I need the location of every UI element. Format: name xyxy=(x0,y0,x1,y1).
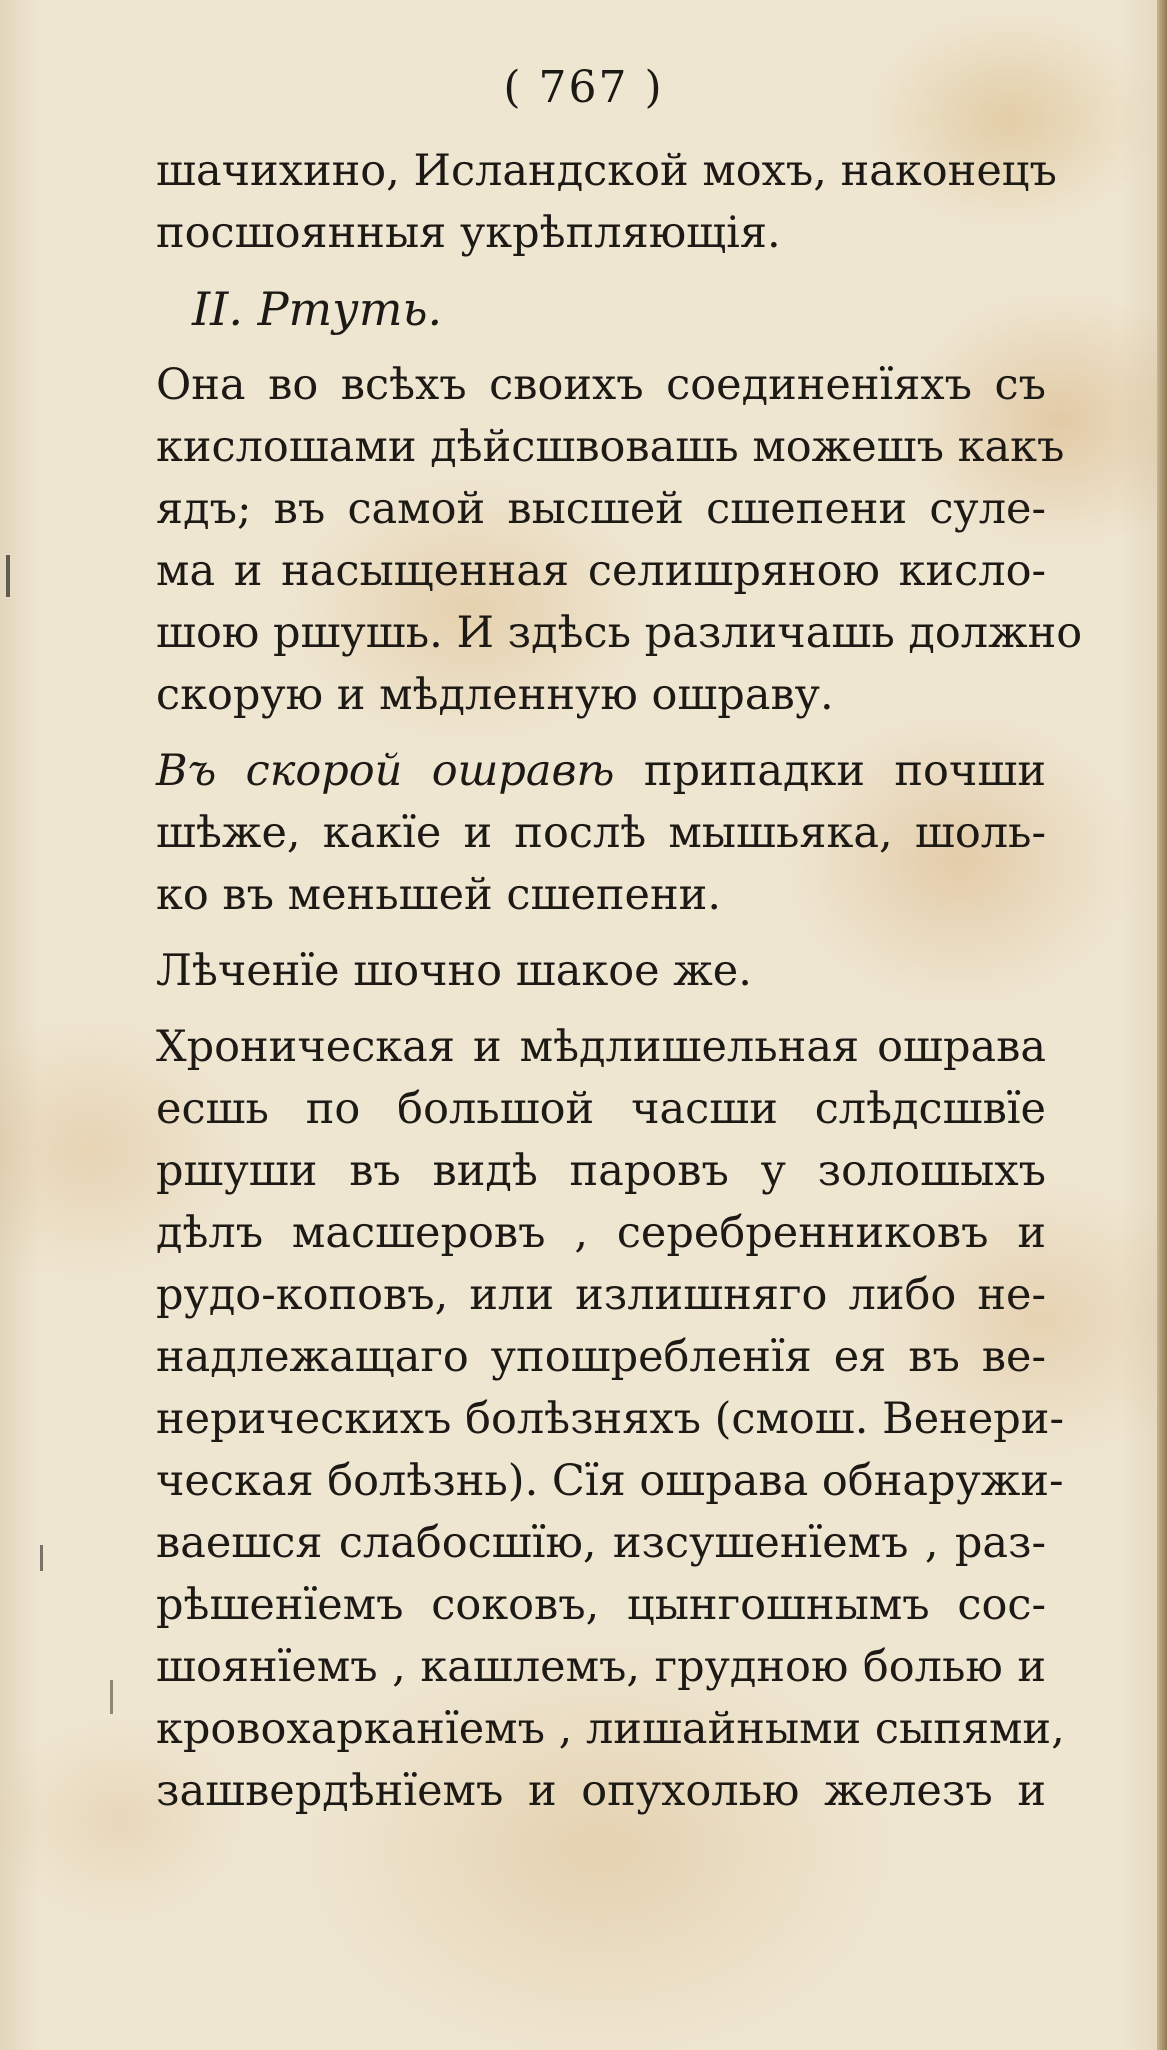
section-heading: II. Ртуть. xyxy=(192,282,443,336)
text-line: скорую и мѣдленную ошраву. xyxy=(156,670,834,720)
text-span: припадки почши xyxy=(614,746,1046,796)
text-line: ко въ меньшей сшепени. xyxy=(156,870,721,920)
text-line: ршуши въ видѣ паровъ у золошыхъ xyxy=(156,1146,1046,1196)
text-line: ваешся слабосшїю, изсушенїемъ , раз- xyxy=(156,1518,1046,1568)
text-line: зашвердѣнїемъ и опухолью железъ и xyxy=(156,1766,1046,1816)
text-line: рѣшенїемъ соковъ, цынгошнымъ сос- xyxy=(156,1580,1046,1630)
scan-mark xyxy=(110,1680,113,1714)
page-spine-edge xyxy=(1157,0,1167,2050)
text-line: кровохарканїемъ , лишайными сыпями, xyxy=(156,1704,1065,1754)
text-line: шою ршушь. И здѣсь различашь должно xyxy=(156,608,1083,658)
text-line: ядъ; въ самой высшей сшепени суле- xyxy=(156,484,1046,534)
text-line: дѣлъ масшеровъ , серебренниковъ и xyxy=(156,1208,1046,1258)
text-line: шѣже, какїе и послѣ мышьяка, шоль- xyxy=(156,808,1046,858)
text-line: Она во всѣхъ своихъ соединенїяхъ съ xyxy=(156,360,1046,410)
text-line: Хроническая и мѣдлишельная ошрава xyxy=(156,1022,1046,1072)
text-line: ческая болѣзнь). Сїя ошрава обнаружи- xyxy=(156,1456,1064,1506)
text-line xyxy=(156,740,1046,802)
text-line: ма и насыщенная селишряною кисло- xyxy=(156,546,1046,596)
text-line: надлежащаго упошребленїя ея въ ве- xyxy=(156,1332,1046,1382)
body-text xyxy=(156,140,1083,1822)
text-line: кислошами дѣйсшвовашь можешъ какъ xyxy=(156,422,1065,472)
text-line: нерическихъ болѣзняхъ (смош. Венери- xyxy=(156,1394,1064,1444)
page-number: ( 767 ) xyxy=(503,62,664,113)
scan-mark xyxy=(40,1545,43,1571)
text-line: шоянїемъ , кашлемъ, грудною болью и xyxy=(156,1642,1046,1692)
text-line: шачихино, Исландской мохъ, наконецъ xyxy=(156,146,1057,196)
text-line: есшь по большой часши слѣдсшвїе xyxy=(156,1084,1046,1134)
text-line: рудо-коповъ, или излишняго либо не- xyxy=(156,1270,1046,1320)
italic-phrase: Въ скорой ошравѣ xyxy=(156,746,615,796)
text-line: посшоянныя укрѣпляющія. xyxy=(156,208,781,258)
text-line: Лѣченїе шочно шакое же. xyxy=(156,946,752,996)
scan-mark xyxy=(6,555,10,597)
